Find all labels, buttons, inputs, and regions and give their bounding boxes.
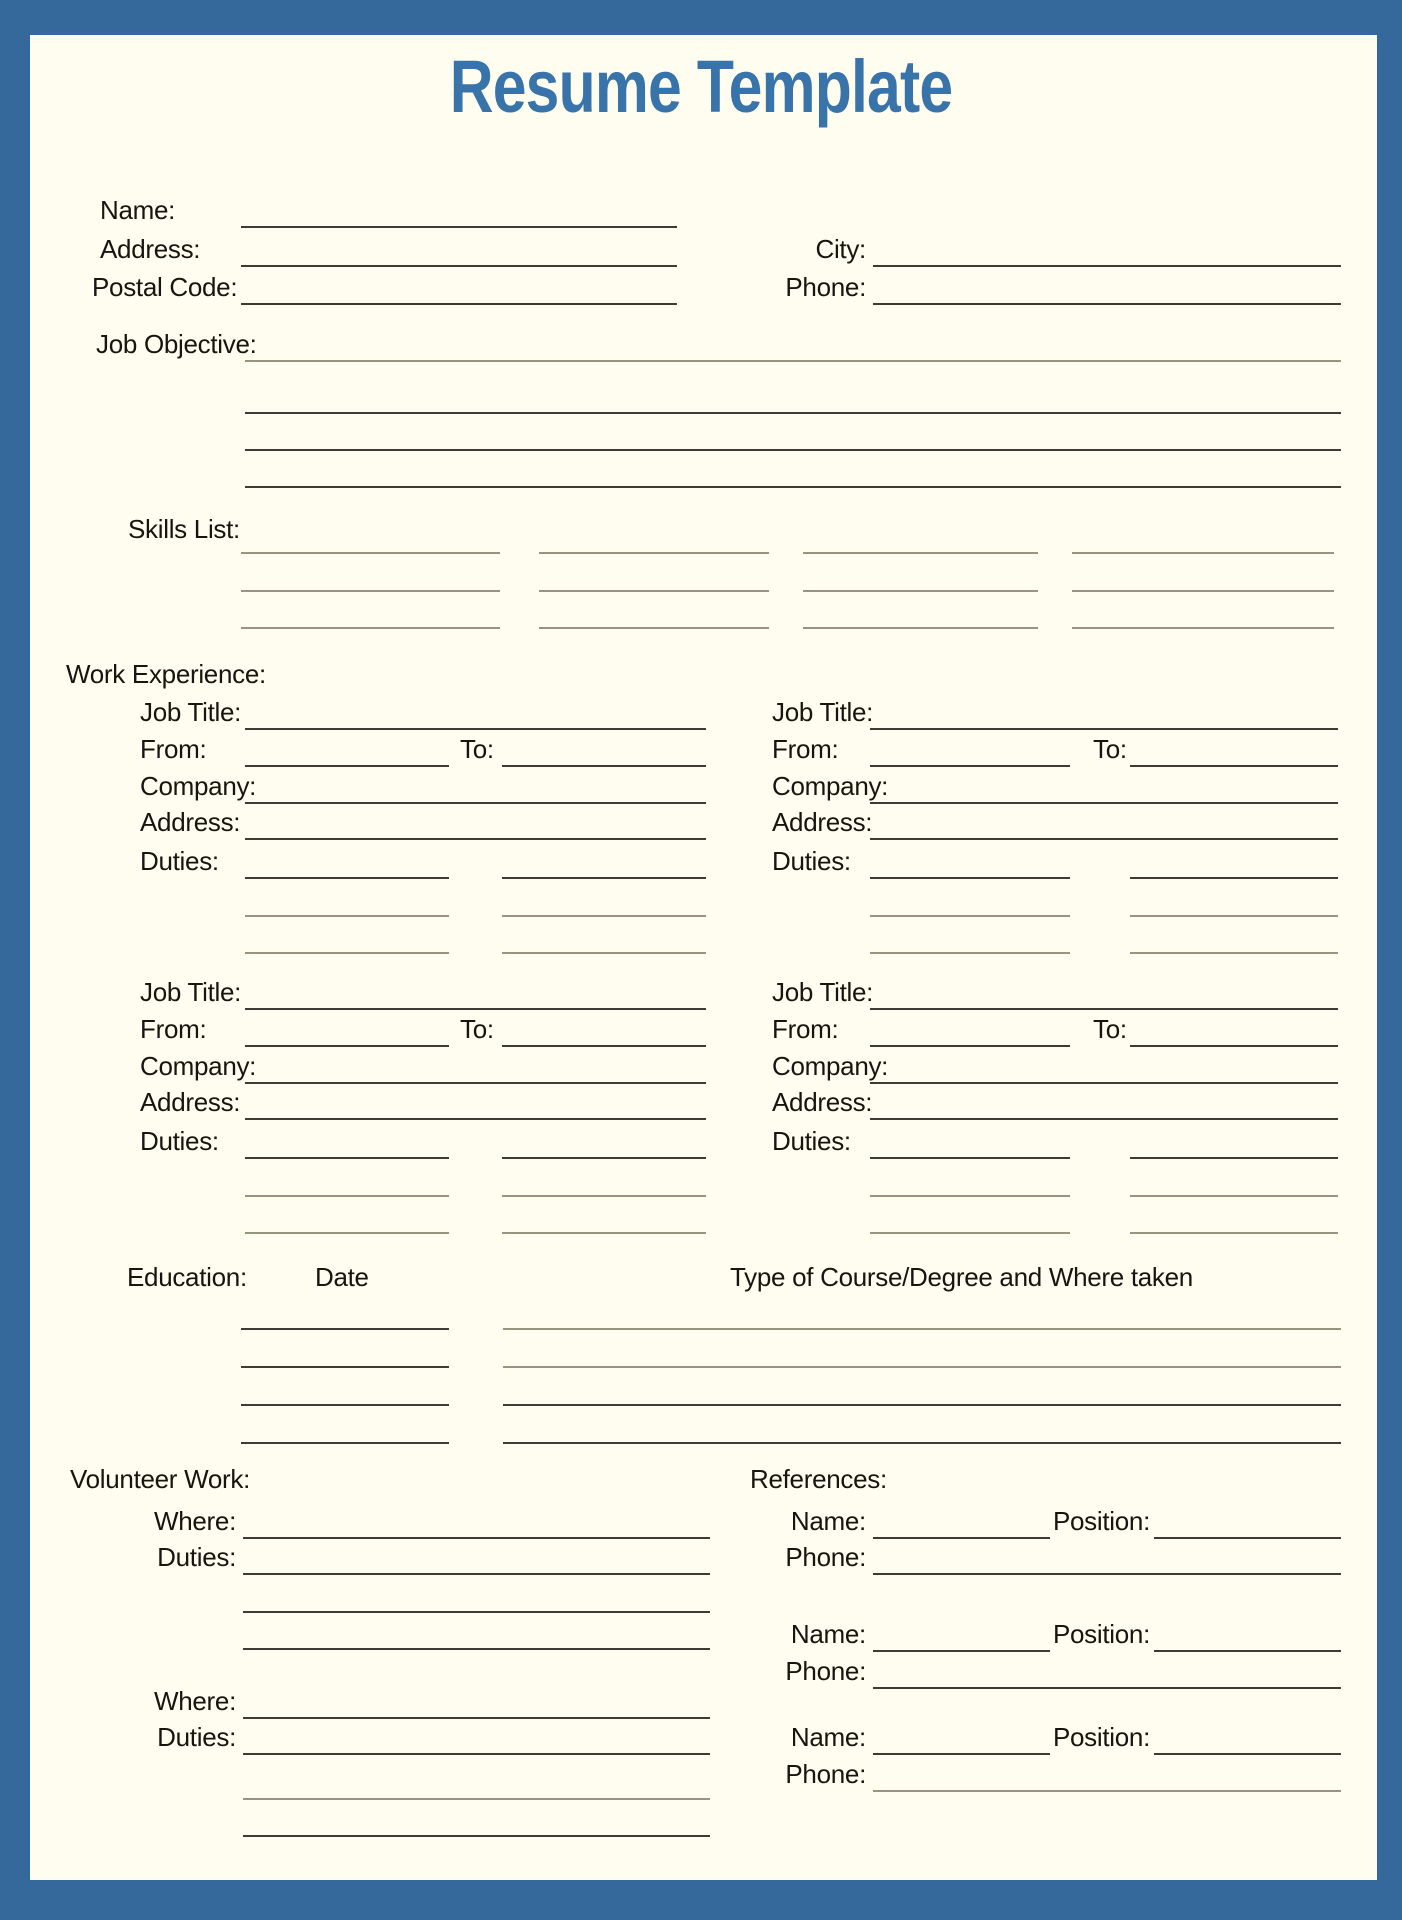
- skills-line[interactable]: [803, 552, 1038, 554]
- address-line[interactable]: [870, 1118, 1338, 1120]
- duties-line[interactable]: [1130, 1157, 1338, 1159]
- duties-line[interactable]: [1130, 952, 1338, 954]
- duties-line[interactable]: [1130, 1195, 1338, 1197]
- duties-line[interactable]: [870, 1232, 1070, 1234]
- company-line[interactable]: [870, 1082, 1338, 1084]
- position-line[interactable]: [1154, 1753, 1341, 1755]
- phone-line[interactable]: [873, 1687, 1341, 1689]
- name-label: Name:: [790, 1722, 866, 1752]
- from-label: From:: [140, 1014, 207, 1044]
- phone-label: Phone:: [785, 1656, 866, 1686]
- job-title-label: Job Title:: [772, 697, 874, 727]
- from-line[interactable]: [870, 1045, 1070, 1047]
- job-objective-line[interactable]: [245, 449, 1341, 451]
- to-line[interactable]: [502, 765, 706, 767]
- skills-line[interactable]: [803, 627, 1038, 629]
- skills-line[interactable]: [1072, 552, 1334, 554]
- duties-line[interactable]: [245, 1157, 449, 1159]
- skills-list-label: Skills List:: [128, 514, 240, 544]
- duties-line[interactable]: [502, 915, 706, 917]
- from-line[interactable]: [245, 1045, 449, 1047]
- education-date-line[interactable]: [241, 1366, 449, 1368]
- skills-line[interactable]: [1072, 590, 1334, 592]
- company-line[interactable]: [245, 1082, 706, 1084]
- duties-label: Duties:: [157, 1722, 236, 1752]
- duties-line[interactable]: [243, 1648, 710, 1650]
- position-label: Position:: [1052, 1722, 1150, 1752]
- address-line[interactable]: [245, 838, 706, 840]
- address-line[interactable]: [870, 838, 1338, 840]
- education-date-line[interactable]: [241, 1328, 449, 1330]
- duties-line[interactable]: [502, 1195, 706, 1197]
- duties-label: Duties:: [772, 846, 851, 876]
- education-date-header: Date: [315, 1262, 369, 1292]
- education-course-line[interactable]: [503, 1366, 1341, 1368]
- where-line[interactable]: [243, 1537, 710, 1539]
- duties-line[interactable]: [1130, 877, 1338, 879]
- address-label: Address:: [772, 807, 873, 837]
- duties-line[interactable]: [870, 952, 1070, 954]
- phone-line[interactable]: [873, 303, 1341, 305]
- city-label: City:: [815, 234, 866, 264]
- education-date-line[interactable]: [241, 1404, 449, 1406]
- company-line[interactable]: [245, 802, 706, 804]
- education-course-line[interactable]: [503, 1328, 1341, 1330]
- job-title-label: Job Title:: [140, 977, 242, 1007]
- skills-line[interactable]: [241, 590, 500, 592]
- phone-line[interactable]: [873, 1790, 1341, 1792]
- name-label: Name:: [100, 195, 176, 225]
- name-line[interactable]: [873, 1650, 1050, 1652]
- address-line[interactable]: [245, 1118, 706, 1120]
- where-line[interactable]: [243, 1717, 710, 1719]
- name-line[interactable]: [873, 1753, 1050, 1755]
- skills-line[interactable]: [539, 590, 769, 592]
- company-label: Company:: [772, 771, 889, 801]
- duties-line[interactable]: [243, 1798, 710, 1800]
- education-course-header: Type of Course/Degree and Where taken: [730, 1262, 1193, 1292]
- position-label: Position:: [1052, 1506, 1150, 1536]
- to-label: To:: [460, 1014, 494, 1044]
- job-title-line[interactable]: [870, 1008, 1338, 1010]
- job-objective-label: Job Objective:: [96, 329, 257, 359]
- phone-label: Phone:: [785, 272, 866, 302]
- duties-line[interactable]: [1130, 915, 1338, 917]
- duties-line[interactable]: [243, 1573, 710, 1575]
- name-line[interactable]: [873, 1537, 1050, 1539]
- skills-line[interactable]: [539, 552, 769, 554]
- job-title-line[interactable]: [245, 728, 706, 730]
- duties-line[interactable]: [245, 877, 449, 879]
- references-label: References:: [750, 1464, 887, 1494]
- name-label: Name:: [790, 1506, 866, 1536]
- position-label: Position:: [1052, 1619, 1150, 1649]
- from-line[interactable]: [245, 765, 449, 767]
- duties-line[interactable]: [243, 1835, 710, 1837]
- job-title-line[interactable]: [245, 1008, 706, 1010]
- duties-line[interactable]: [245, 1195, 449, 1197]
- phone-line[interactable]: [873, 1573, 1341, 1575]
- duties-line[interactable]: [243, 1611, 710, 1613]
- position-line[interactable]: [1154, 1650, 1341, 1652]
- company-label: Company:: [772, 1051, 889, 1081]
- duties-line[interactable]: [1130, 1232, 1338, 1234]
- duties-line[interactable]: [502, 877, 706, 879]
- duties-line[interactable]: [870, 1195, 1070, 1197]
- from-label: From:: [772, 734, 839, 764]
- phone-label: Phone:: [785, 1759, 866, 1789]
- duties-line[interactable]: [502, 952, 706, 954]
- education-label: Education:: [127, 1262, 247, 1292]
- where-label: Where:: [153, 1506, 236, 1536]
- skills-line[interactable]: [1072, 627, 1334, 629]
- city-line[interactable]: [873, 265, 1341, 267]
- duties-line[interactable]: [870, 1157, 1070, 1159]
- name-line[interactable]: [241, 226, 677, 228]
- to-line[interactable]: [1130, 765, 1338, 767]
- to-label: To:: [1093, 734, 1127, 764]
- job-objective-line[interactable]: [245, 486, 1341, 488]
- duties-label: Duties:: [140, 1126, 219, 1156]
- where-label: Where:: [153, 1686, 236, 1716]
- from-line[interactable]: [870, 765, 1070, 767]
- skills-line[interactable]: [241, 552, 500, 554]
- duties-line[interactable]: [245, 915, 449, 917]
- duties-line[interactable]: [502, 1157, 706, 1159]
- address-label: Address:: [772, 1087, 873, 1117]
- address-line[interactable]: [241, 265, 677, 267]
- name-label: Name:: [790, 1619, 866, 1649]
- to-line[interactable]: [1130, 1045, 1338, 1047]
- page-title: Resume Template: [449, 45, 953, 128]
- duties-label: Duties:: [140, 846, 219, 876]
- address-label: Address:: [100, 234, 201, 264]
- duties-line[interactable]: [870, 915, 1070, 917]
- position-line[interactable]: [1154, 1537, 1341, 1539]
- duties-line[interactable]: [245, 1232, 449, 1234]
- duties-line[interactable]: [243, 1753, 710, 1755]
- to-label: To:: [460, 734, 494, 764]
- to-line[interactable]: [502, 1045, 706, 1047]
- job-title-label: Job Title:: [140, 697, 242, 727]
- job-title-line[interactable]: [870, 728, 1338, 730]
- job-objective-line[interactable]: [245, 412, 1341, 414]
- from-label: From:: [140, 734, 207, 764]
- duties-line[interactable]: [502, 1232, 706, 1234]
- skills-line[interactable]: [539, 627, 769, 629]
- duties-line[interactable]: [870, 877, 1070, 879]
- duties-line[interactable]: [245, 952, 449, 954]
- postal-code-label: Postal Code:: [92, 272, 238, 302]
- duties-label: Duties:: [157, 1542, 236, 1572]
- postal-code-line[interactable]: [241, 303, 677, 305]
- education-course-line[interactable]: [503, 1442, 1341, 1444]
- education-course-line[interactable]: [503, 1404, 1341, 1406]
- company-label: Company:: [140, 771, 257, 801]
- volunteer-work-label: Volunteer Work:: [70, 1464, 251, 1494]
- duties-label: Duties:: [772, 1126, 851, 1156]
- education-date-line[interactable]: [241, 1442, 449, 1444]
- from-label: From:: [772, 1014, 839, 1044]
- company-line[interactable]: [870, 802, 1338, 804]
- phone-label: Phone:: [785, 1542, 866, 1572]
- address-label: Address:: [140, 1087, 241, 1117]
- job-title-label: Job Title:: [772, 977, 874, 1007]
- paper-background: [30, 35, 1377, 1880]
- skills-line[interactable]: [803, 590, 1038, 592]
- to-label: To:: [1093, 1014, 1127, 1044]
- job-objective-line[interactable]: [245, 360, 1341, 362]
- skills-line[interactable]: [241, 627, 500, 629]
- address-label: Address:: [140, 807, 241, 837]
- work-experience-label: Work Experience:: [66, 659, 266, 689]
- company-label: Company:: [140, 1051, 257, 1081]
